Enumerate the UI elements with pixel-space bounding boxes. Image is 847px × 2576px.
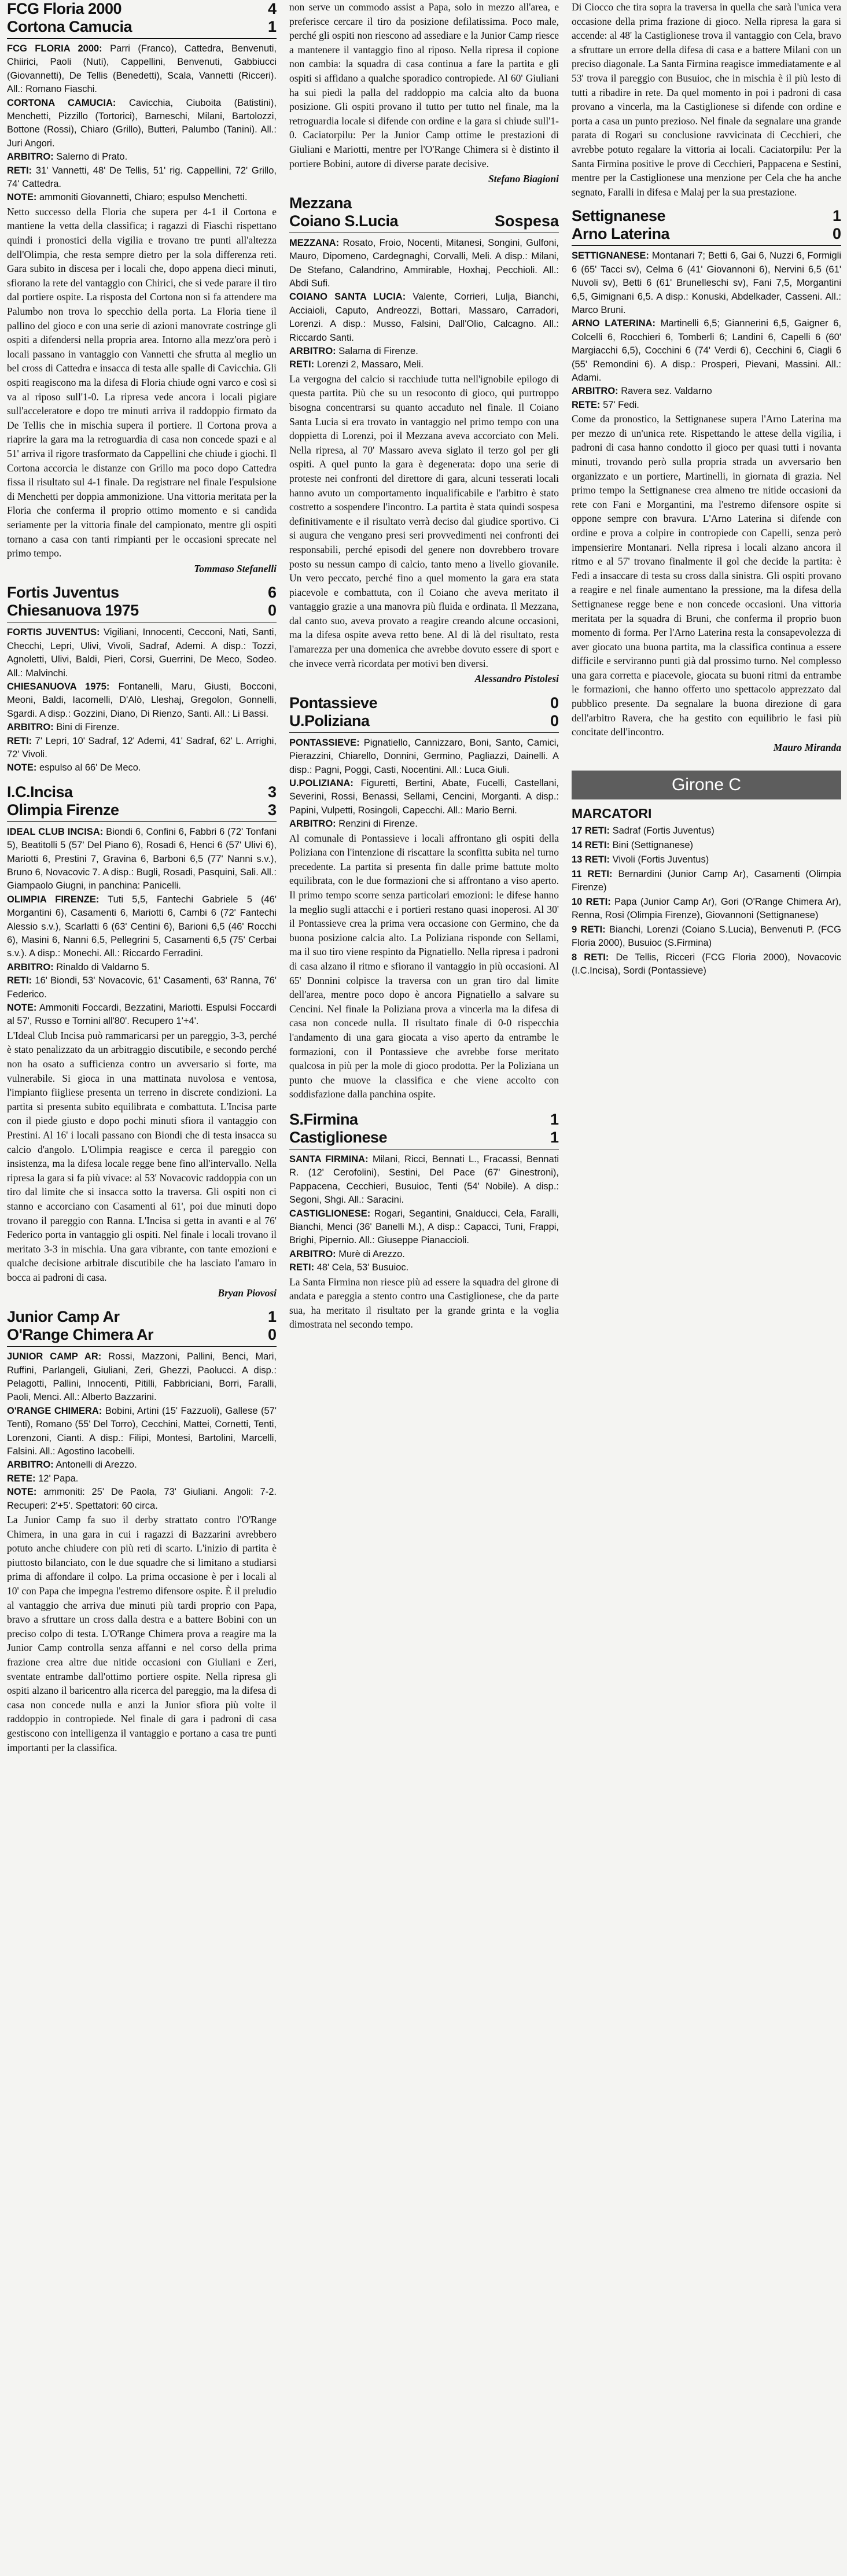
scoreline-home (7, 783, 277, 801)
match-report-junior-orange (7, 1308, 277, 1755)
article-text: Come da pronostico, la Settignanese supera l'Arno Laterina ma per mezzo di un'unica rete. Rispettando le attese della vigilia, i padroni di casa hanno condotto il gioco per quasi tutti i novanta minuti, trovando però sulla propria strada un avversario ben organizzato e un portiere, Martinelli, in giornata di grazia. Nel primo tempo la Settignanese crea almeno tre nitide occasioni da rete con Fani e Morgantini, ma l'estremo difensore ospite si oppone sempre con bravura. L'Arno Laterina si difende con ordine e prova a colpire in contropiede con Capelli, senza però impensierire Montanari. Nella ripresa i locali alzano ancora il ritmo e al 57' trovano finalmente il gol che decide la partita: è Fedi a insaccare di testa su cross dalla sinistra. Gli ospiti provano a reagire e nel finale aumentano la pressione, ma la difesa della Settignanese regge bene e non concede occasioni. Una vittoria meritata per la squadra di Bruni, che conferma il proprio buon momento di forma. Per l'Arno Laterina resta la consapevolezza di aver giocato una buona partita, ma la classifica continua a essere difficile e serviranno punti già dal prossimo turno. Nel complesso una gara corretta e piacevole, giocata su buoni ritmi da entrambe le formazioni, che hanno offerto uno spettacolo apprezzato dal pubblico presente. Da segnalare la buona direzione di gara dell'arbitro Ravera, che ha gestito con equilibrio le fasi più concitate dell'incontro. (572, 413, 841, 738)
notes-label: NOTE: (7, 1487, 37, 1498)
scoreline-away (7, 602, 277, 620)
lineup-text: Rossi, Mazzoni, Pallini, Benci, Mari, Ruffini, Parlangeli, Giuliani, Zeri, Ghezzi, Paolucci. A disp.: Pelagotti, Pallini, Innocenti, Pitilli, Fabbriciani, Borri, Faralli, Paoli, Menci. All.: Alberto Bazzarini. (7, 1351, 277, 1403)
article-body (572, 412, 841, 739)
divider (7, 1346, 277, 1347)
goal-count: 14 RETI: (572, 840, 610, 851)
lineup-text: Figuretti, Bertini, Abate, Fucelli, Castellani, Severini, Rossi, Benassi, Sellami, Cencini, Morganti. A disp.: Papini, Vulpetti, Rosingoli, Capecchi. All.: Mario Berni. (289, 778, 559, 816)
away-team: Coiano S.Lucia (289, 212, 399, 230)
lineup-text: Biondi 6, Confini 6, Fabbri 6 (72' Tonfani 5), Beatitolli 5 (57' Del Piano 6), Rosadi 6, Henci 6 (57' Ulivi 6), Mariotti 6, Prestini 7, Gravina 6, Barboni 6,5 (77' Nanni s.v.), Bruno 6, Novacovic 7. A disp.: Bugli, Rosadi, Pasquini, Sali. All.: Giampaolo Giugni, in panchina: Panicelli. (7, 826, 277, 891)
goals-label: RETE: (572, 399, 601, 410)
lineups (7, 626, 277, 775)
referee-label: ARBITRO: (7, 1460, 54, 1471)
away-team: Chiesanuova 1975 (7, 602, 139, 620)
notes-text: ammoniti Giovannetti, Chiaro; espulso Menchetti. (39, 192, 248, 203)
match-report-pontassieve-poliziana (289, 694, 559, 1110)
home-team: Fortis Juventus (7, 584, 119, 602)
match-status: Sospesa (494, 212, 559, 230)
article-text: Di Ciocco che tira sopra la traversa in quella che sarà l'unica vera occasione della prima frazione di gioco. Nella ripresa la gara si accende: al 48' la Castiglionese trova il vantaggio con Cela, bravo a sfruttare un errore della difesa di casa e a battere Milani con un preciso diagonale. La Santa Firmina reagisce immediatamente e al 53' trova il pareggio con Busuioc, che in mischia è il più lesto di tutti a ribadire in rete. Da quel momento in poi i padroni di casa provano a vincerla, ma la Castiglionese si difende con ordine e porta a casa un punto prezioso. Nel finale da segnalare una grande parata di Rogari su conclusione ravvicinata di Cecchieri, che avrebbe potuto regalare la vittoria ai locali. Caciatorpilu: Per la Santa Firmina positive le prove di Cecchieri, Pappacena e Sestini, mentre per la Castiglionese una menzione per Cela che ha anche segnato, Faralli in difesa e Malaj per la sua prestazione. (572, 1, 841, 198)
notes-label: NOTE: (7, 762, 37, 773)
home-score: 4 (267, 0, 277, 17)
away-team: Cortona Camucia (7, 18, 132, 35)
scoreline-home (289, 194, 559, 212)
article-continuation (572, 0, 841, 199)
lineups (289, 1153, 559, 1275)
goals-text: 7' Lepri, 10' Sadraf, 12' Ademi, 41' Sadraf, 62' L. Arrighi, 72' Vivoli. (7, 735, 277, 760)
notes-text: ammoniti: 25' De Paola, 73' Giuliani. Angoli: 7-2. Recuperi: 2'+5'. Spettatori: 60 circa. (7, 1487, 277, 1511)
home-team: I.C.Incisa (7, 783, 73, 801)
referee-text: Murè di Arezzo. (338, 1248, 405, 1259)
scorer-row (572, 868, 841, 894)
home-team: Settignanese (572, 207, 666, 225)
lineups (572, 249, 841, 412)
notes-label: NOTE: (7, 1003, 37, 1014)
home-team: FCG Floria 2000 (7, 0, 122, 17)
referee-text: Rinaldo di Valdarno 5. (56, 961, 150, 972)
lineup-label: CORTONA CAMUCIA: (7, 97, 116, 108)
divider (7, 821, 277, 822)
scoreline-away (7, 1326, 277, 1344)
scoreline-away (572, 225, 841, 243)
away-team: O'Range Chimera Ar (7, 1326, 153, 1344)
lineup-label: SANTA FIRMINA: (289, 1154, 369, 1164)
lineup-label: OLIMPIA FIRENZE: (7, 894, 100, 905)
goals-label: RETI: (7, 975, 32, 986)
goals-label: RETI: (289, 359, 315, 370)
lineup-text: Cavicchia, Ciuboita (Batistini), Menchetti, Pizzillo (Tortorici), Barneschi, Milani, Bartolozzi, Bottone (Rossi), Chiaro (Grillo), Butteri, Palumbo (Tanini). All.: Juri Angori. (7, 97, 277, 149)
scoreline-away (7, 801, 277, 819)
scoreline-away (289, 712, 559, 730)
section-banner-girone-c: Girone C (572, 771, 841, 799)
lineup-text: Tuti 5,5, Fantechi Gabriele 5 (46' Morgantini 6), Casamenti 6, Mariotti 6, Cambi 6 (72' Fantechi Alessio s.v.), Scarlatti 6 (63' Centini 6), Barioni 6,5 (46' Rocchi 6), Masini 6, Nanni 6,5, Pellegrini 5, Casamenti 6,5 (75' Cerbai s.v.). A disp.: Monechi. All.: Riccardo Ferradini. (7, 894, 277, 959)
scorer-row (572, 824, 841, 838)
article-body (289, 372, 559, 670)
article-text: La vergogna del calcio si racchiude tutta nell'ignobile epilogo di questa partita. Più che su un resoconto di gioco, qui purtroppo bisogna concentrarsi su quanto accaduto nel finale. Il Coiano Santa Lucia si era trovato in vantaggio nel primo tempo con una doppietta di Lorenzi, poi il Mezzana aveva accorciato con Meli. Nella ripresa, al 70' Massaro aveva siglato il terzo gol per gli ospiti. A quel punto la gara è degenerata: dopo una serie di proteste nei confronti del direttore di gara, alcuni tesserati locali hanno avuto un comportamento inqualificabile e l'arbitro è stato costretto a sospendere l'incontro. La partita è stata quindi sospesa definitivamente e il risultato verrà deciso dal giudice sportivo. Ci si augura che vengano presi seri provvedimenti nei confronti dei responsabili, perché episodi del genere non dovrebbero trovare posto su nessun campo di calcio, tanto meno a livello giovanile. Un vero peccato, perché fino a quel momento la gara era stata piacevole e combattuta, con il Coiano che aveva meritato il vantaggio grazie a una manovra più fluida e ordinata. Il Mezzana, dal canto suo, aveva provato a reagire creando alcune occasioni, ma la difesa ospite aveva retto bene. Al di là del risultato, resta l'amarezza per una domenica che avrebbe dovuto essere di sport e che invece verrà ricordata per motivi ben diversi. (289, 373, 559, 669)
scorer-names: Bianchi, Lorenzi (Coiano S.Lucia), Benvenuti P. (FCG Floria 2000), Busuioc (S.Firmina) (572, 924, 841, 949)
lineup-text: Martinelli 6,5; Giannerini 6,5, Gaigner 6, Colcelli 6, Rocchieri 6, Tomberli 6; Landini 6, Capelli 6 (60' Margiacchi 6,5), Cocchini 6 (74' Verdi 6), Cecchini 6, Ciagli 6 (55' Remondini 6). A disp.: Prosperi, Pievani, Massini. All.: Adami. (572, 318, 841, 383)
lineup-text: Rosato, Froio, Nocenti, Mitanesi, Songini, Gulfoni, Mauro, Dipomeno, Cardegnaghi, Corvalli, Meli. A disp.: Milani, De Stefano, Calandrino, Ammirable, Hoxhaj, Pecchioli. All.: Abdi Sufi. (289, 237, 559, 289)
match-report-incisa-olimpia (7, 783, 277, 1300)
author-signature: Mauro Miranda (773, 741, 841, 753)
scoreline-away (289, 212, 559, 230)
away-team: Castiglionese (289, 1128, 388, 1146)
referee-label: ARBITRO: (289, 819, 336, 830)
lineups (7, 826, 277, 1029)
scoreline-home (289, 1111, 559, 1129)
referee-text: Salama di Firenze. (338, 345, 418, 356)
author-signature: Stefano Biagioni (488, 173, 559, 185)
away-score: 1 (550, 1128, 559, 1146)
goal-count: 9 RETI: (572, 924, 606, 935)
away-score: 3 (267, 801, 277, 819)
scorer-names: De Tellis, Ricceri (FCG Floria 2000), Novacovic (I.C.Incisa), Sordi (Pontassieve) (572, 952, 841, 976)
lineup-label: U.POLIZIANA: (289, 778, 353, 789)
article-text: Netto successo della Floria che supera per 4-1 il Cortona e mantiene la vetta della classifica; i ragazzi di Fiaschi rispettano quindi i pronostici della vigilia e trovano tre punti all'altezza dell'Olimpia, che resta sempre dietro per la sola differenza reti. Gara subito in discesa per i locali che, dopo appena dieci minuti, sfiorano la rete del vantaggio con Chirici, che si vede parare il tiro dal portiere ospite. La risposta del Cortona non si fa attendere ma Palumbo non trova lo specchio della porta. La Floria tiene il pallino del gioco e con una serie di azioni manovrate costringe gli ospiti a difendersi nella propria area. Intorno alla mezz'ora però i locali passano in vantaggio con Vannetti che sfrutta al meglio un bel cross di Cattedra e insacca di testa alle spalle di Cavicchia. Gli ospiti reagiscono ma la difesa di Floria chiude ogni varco e così si va al riposo sull'1-0. La ripresa vede ancora i locali pigiare sull'acceleratore e dopo tre minuti arriva il raddoppio firmato da De Tellis che in mischia supera il portiere. Il Cortona prova a riaprire la gara ma la retroguardia di casa non concede spazi e al 51' arriva il rigore trasformato da Cappellini che chiude i giochi. Il Cortona accorcia le distanze con Grillo ma poco dopo Cattedra fissa il risultato sul 4-1 finale. Da registrare nel finale l'espulsione di Menchetti per doppia ammonizione. Una vittoria meritata per la Floria che conferma il proprio ottimo momento e si candida seriamente per la vittoria finale del campionato, mentre gli ospiti tornano a casa con tanti rimpianti per le occasioni sprecate nel primo tempo. (7, 205, 277, 559)
article-body (7, 205, 277, 561)
lineup-label: FCG FLORIA 2000: (7, 43, 102, 54)
article-body (289, 831, 559, 1101)
referee-text: Bini di Firenze. (56, 722, 120, 733)
referee-label: ARBITRO: (7, 961, 54, 972)
home-team: Mezzana (289, 194, 352, 212)
match-report-mezzana-coiano (289, 194, 559, 686)
lineup-label: ARNO LATERINA: (572, 318, 655, 329)
scorer-row (572, 853, 841, 867)
goals-text: 57' Fedi. (603, 399, 639, 410)
scorer-names: Vivoli (Fortis Juventus) (612, 854, 709, 865)
match-report-firmina-castiglionese (289, 1111, 559, 1332)
scoreline-home (572, 207, 841, 225)
referee-text: Antonelli di Arezzo. (56, 1460, 137, 1471)
goal-count: 17 RETI: (572, 826, 610, 836)
divider (572, 245, 841, 246)
lineup-label: COIANO SANTA LUCIA: (289, 292, 406, 303)
goals-label: RETI: (289, 1262, 315, 1273)
away-score: 0 (550, 712, 559, 729)
notes-text: Ammoniti Foccardi, Bezzatini, Mariotti. Espulsi Foccardi al 57', Russo e Tornini all'80'. Recupero 1'+4'. (7, 1003, 277, 1027)
referee-label: ARBITRO: (572, 386, 618, 397)
lineup-text: Vigiliani, Innocenti, Cecconi, Nati, Santi, Checchi, Lepri, Ulivi, Vivoli, Sadraf, Ademi. A disp.: Tozzi, Agnoletti, Ulivi, Baldi, Pieri, Corsi, Guerrini, De Meco, Sodeo. All.: Malvinchi. (7, 627, 277, 679)
article-text: La Santa Firmina non riesce più ad essere la squadra del girone di andata e pareggia a stento contro una Castiglionese, che da parte sua, ha meritato il risultato per la grande grinta e la voglia dimostrata nel secondo tempo. (289, 1276, 559, 1331)
notes-label: NOTE: (7, 192, 37, 203)
goals-label: RETI: (7, 165, 32, 176)
scorers-list (572, 806, 841, 978)
home-score: 1 (267, 1308, 277, 1326)
away-score: 0 (267, 602, 277, 620)
lineup-label: CASTIGLIONESE: (289, 1208, 371, 1219)
lineup-label: IDEAL CLUB INCISA: (7, 826, 104, 837)
referee-label: ARBITRO: (7, 722, 54, 733)
match-report-settignanese-laterina (572, 207, 841, 754)
referee-label: ARBITRO: (289, 345, 336, 356)
lineups (7, 1350, 277, 1513)
article-text: non serve un commodo assist a Papa, solo in mezzo all'area, e preferisce cercare il tiro da posizione defilatissima. Poco male, perché gli ospiti non riescono ad assediare e la Junior Camp riesce a mantenere il vantaggio fino al riposo. Nella ripresa il copione non cambia: la squadra di casa continua a fare la partita e gli ospiti si affidano a qualche sporadico contropiede. Al 60' Giuliani ha sui piedi la palla del raddoppio ma calcia alto da buona posizione. Gli ospiti provano il tutto per tutto nel finale, ma la retroguardia locale si difende con ordine e la gara si chiude sull'1-0. Caciatorpilu: Per la Junior Camp ottime le prestazioni di Giuliani e Mariotti, mentre per l'O'Range Chimera si è distinto il portiere Bobini, autore di diverse parate decisive. (289, 1, 559, 169)
scorer-row (572, 839, 841, 852)
goals-text: 31' Vannetti, 48' De Tellis, 51' rig. Cappellini, 72' Grillo, 74' Cattedra. (7, 165, 277, 190)
article-text: La Junior Camp fa suo il derby strattato contro l'O'Range Chimera, in una gara in cui i ragazzi di Bazzarini avrebbero potuto anche chiudere con più reti di scarto. L'inizio di partita è piuttosto bilanciato, con le due squadre che si limitano a studiarsi prima di affondare il colpo. La prima occasione è per i locali al 10' con Papa che impegna l'estremo difensore ospite. È il preludio al vantaggio che arriva due minuti più tardi proprio con Papa, bravo a sfruttare un cross dalla destra e a battere Bobini con un preciso colpo di testa. L'O'Range Chimera prova a reagire ma la Junior Camp controlla senza affanni e nel corso della prima frazione crea altre due nitide occasioni con Giuliani e Zeri, sventate entrambe dall'ottimo portiere ospite. Nella ripresa gli ospiti alzano il baricentro alla ricerca del pareggio, ma la difesa di casa non concede nulla e anzi la Junior sfiora più volte il raddoppio in contropiede. Nel finale di gara i padroni di casa gestiscono con intelligenza il vantaggio e portano a casa tre punti importanti per la classifica. (7, 1514, 277, 1753)
referee-label: ARBITRO: (7, 152, 54, 163)
divider (7, 38, 277, 39)
lineup-label: FORTIS JUVENTUS: (7, 627, 100, 638)
lineups (7, 42, 277, 205)
scoreline-home (7, 584, 277, 602)
goals-label: RETI: (7, 735, 32, 746)
home-score: 1 (832, 207, 841, 225)
lineup-text: Pignatiello, Cannizzaro, Boni, Santo, Camici, Pierazzini, Chiarello, Donnini, Germino, Pagliazzi, Dainelli. A disp.: Pagni, Poggi, Casti, Nocentini. All.: Luca Giuli. (289, 737, 559, 775)
article-body (289, 1275, 559, 1332)
lineup-text: Fontanelli, Maru, Giusti, Bocconi, Meoni, Baldi, Iacomelli, D'Alò, Lleshaj, Gregolon, Gonnelli, Sgardi. A disp.: Gozzini, Diano, Di Rienzo, Santi. All.: Li Bassi. (7, 681, 277, 719)
goals-text: 16' Biondi, 53' Novacovic, 61' Casamenti, 63' Ranna, 76' Federico. (7, 975, 277, 1000)
scoreline-away (7, 18, 277, 36)
lineup-text: Valente, Corrieri, Lulja, Bianchi, Acciaioli, Caputo, Andreozzi, Bottari, Massaro, Carradori, Lorenzi. A disp.: Musso, Falsini, Dall'Olio, Calcagno. All.: Riccardo Santi. (289, 292, 559, 343)
scoreline-away (289, 1129, 559, 1147)
scorer-names: Papa (Junior Camp Ar), Gori (O'Range Chimera Ar), Renna, Rosi (Olimpia Firenze), Giovannoni (Settignanese) (572, 897, 841, 921)
lineup-label: MEZZANA: (289, 237, 340, 248)
scorer-names: Bernardini (Junior Camp Ar), Casamenti (Olimpia Firenze) (572, 869, 841, 893)
referee-text: Ravera sez. Valdarno (621, 386, 712, 397)
goal-count: 11 RETI: (572, 869, 613, 880)
lineups (289, 237, 559, 372)
author-signature: Alessandro Pistolesi (474, 673, 559, 685)
goal-count: 8 RETI: (572, 952, 609, 963)
scoreline-home (7, 0, 277, 18)
scorer-names: Sadraf (Fortis Juventus) (612, 826, 715, 836)
scorer-row (572, 923, 841, 950)
lineup-label: JUNIOR CAMP AR: (7, 1351, 102, 1362)
referee-text: Salerno di Prato. (56, 152, 128, 163)
scorer-row (572, 895, 841, 922)
column-3 (572, 0, 841, 2576)
article-text: Al comunale di Pontassieve i locali affrontano gli ospiti della Poliziana con l'intenzione di riscattare la sconfitta subita nel turno precedente. La partita si presenta fin dalle prime battute molto equilibrata, con le due formazioni che si affrontano a viso aperto. Il primo tempo scorre senza particolari emozioni: le difese hanno la meglio sugli attacchi e i portieri restano quasi inoperosi. Al 30' il Pontassieve crea la prima vera occasione con Germino, che da buona posizione calcia alto. La Poliziana risponde con Sellami, ma il suo tiro viene respinto da Pignatiello. Nella ripresa i padroni di casa alzano il ritmo e sfiorano il vantaggio in più occasioni. Al 65' Donnini colpisce la traversa con un gran tiro dal limite dell'area, mentre poco dopo è ancora Pignatiello a salvare su Cencini. Nel finale la Poliziana prova a vincerla ma la difesa di casa non concede nulla. Il risultato finale di 0-0 rispecchia l'andamento di una gara giocata a viso aperto da entrambe le formazioni, con il Pontassieve che avrebbe forse meritato qualcosa in più per la mole di gioco prodotta. Per la Poliziana un punto che muove la classifica e che viene accolto con soddisfazione dalla panchina ospite. (289, 832, 559, 1100)
goals-text: 48' Cela, 53' Busuioc. (316, 1262, 409, 1273)
lineup-text: Milani, Ricci, Bennati L., Fracassi, Bennati R. (12' Cerofolini), Sestini, Del Pace (67' Ginestroni), Pappacena, Cecchieri, Busuioc, Tenti (54' Nobile). A disp.: Segoni, Shgi. All.: Saracini. (289, 1154, 559, 1206)
match-report-fortis-chiesanuova (7, 584, 277, 782)
article-continuation (289, 0, 559, 171)
article-text: L'Ideal Club Incisa può rammaricarsi per un pareggio, 3-3, perché è stato penalizzato da un arbitraggio discutibile, e secondo perché non ha osato a sufficienza contro un avversario si forte, ma vulnerabile. Si gioca in una mattinata nuvolosa e ventosa, l'impianto fiigliese presenta un terreno in discrete condizioni. La partita si presenta subito equilibrata e combattuta. L'Incisa parte con il piede giusto e dopo pochi minuti sfiora il vantaggio con Prestini. Al 16' i locali passano con Biondi che di testa insacca su calcio d'angolo. L'Olimpia reagisce e cerca il pareggio con insistenza, ma la difesa locale regge bene fino all'intervallo. Nella ripresa la gara si fa più vivace: al 53' Novacovic raddoppia con un tiro dal limite che si insacca sotto la traversa. Gli ospiti non ci stanno e accorciano con Casamenti al 61', poi due minuti dopo trovano il pareggio con Ranna. L'Incisa si getta in avanti e al 76' Federico porta in vantaggio gli ospiti. Nel finale i locali trovano il meritato 3-3 in mischia. Una gara vibrante, con tante emozioni e qualche decisione arbitrale discutibile che ha lasciato l'amaro in bocca ai padroni di casa. (7, 1029, 277, 1283)
scorers-title: MARCATORI (572, 806, 652, 821)
scorer-row (572, 951, 841, 978)
match-report-floria-cortona (7, 0, 277, 576)
lineups (289, 736, 559, 831)
away-team: Arno Laterina (572, 225, 670, 243)
author-signature: Bryan Piovosi (218, 1287, 277, 1299)
scoreline-home (289, 694, 559, 712)
lineup-label: CHIESANUOVA 1975: (7, 681, 110, 692)
goals-label: RETE: (7, 1473, 36, 1484)
away-score: 0 (832, 225, 841, 243)
home-team: S.Firmina (289, 1110, 358, 1128)
away-score: 1 (267, 18, 277, 35)
column-1 (7, 0, 277, 2576)
lineup-text: Bobini, Artini (15' Fazzuoli), Gallese (57' Tenti), Romano (55' Del Torro), Cecchini, Mattei, Cornetti, Tenti, Lorenzoni, Cianti. A disp.: Filipi, Montesi, Bartolini, Marcelli, Falsini. All.: Agostino Iacobelli. (7, 1405, 277, 1457)
away-team: Olimpia Firenze (7, 801, 119, 819)
goals-text: Lorenzi 2, Massaro, Meli. (316, 359, 424, 370)
lineup-label: SETTIGNANESE: (572, 250, 649, 261)
home-score: 6 (267, 584, 277, 602)
referee-text: Renzini di Firenze. (338, 819, 418, 830)
home-score: 1 (550, 1110, 559, 1128)
goals-text: 12' Papa. (38, 1473, 79, 1484)
referee-label: ARBITRO: (289, 1248, 336, 1259)
column-2 (289, 0, 559, 2576)
divider (289, 732, 559, 733)
scoreline-home (7, 1308, 277, 1326)
article-body (7, 1513, 277, 1755)
article-body (7, 1029, 277, 1285)
lineup-text: Rogari, Segantini, Gnalducci, Cela, Faralli, Bianchi, Menci (36' Banelli M.), A disp.: Capacci, Tuni, Frappi, Brighi, Pipernio. All.: Giuseppe Pianaccioli. (289, 1208, 559, 1246)
home-score: 3 (267, 783, 277, 801)
home-score: 0 (550, 694, 559, 712)
away-score: 0 (267, 1326, 277, 1344)
goal-count: 13 RETI: (572, 854, 610, 865)
lineup-label: PONTASSIEVE: (289, 737, 360, 748)
goal-count: 10 RETI: (572, 897, 611, 908)
scorer-names: Bini (Settignanese) (612, 840, 694, 851)
lineup-text: Parri (Franco), Cattedra, Benvenuti, Chiirici, Paoli (Nuti), Cappellini, Benvenuti, Gabbiucci (Giovannetti), De Tellis (Benedetti), Scala, Vannetti (Ricceri). All.: Romano Fiaschi. (7, 43, 277, 95)
away-team: U.Poliziana (289, 712, 370, 729)
home-team: Junior Camp Ar (7, 1308, 120, 1326)
author-signature: Tommaso Stefanelli (194, 562, 277, 574)
notes-text: espulso al 66' De Meco. (39, 762, 141, 773)
lineup-text: Montanari 7; Betti 6, Gai 6, Nuzzi 6, Formigli 6 (65' Tacci sv), Celma 6 (41' Giovannoni 6), Nervini 6,5 (61' Nuvoli sv), Betti 6 (61' Brunelleschi sv), Fani 7,5, Morgantini 6,5, Gimignani 6,5. A disp.: Konuski, Abdelkader, Casseni. All.: Marco Bruni. (572, 250, 841, 315)
home-team: Pontassieve (289, 694, 378, 712)
lineup-label: O'RANGE CHIMERA: (7, 1405, 102, 1416)
